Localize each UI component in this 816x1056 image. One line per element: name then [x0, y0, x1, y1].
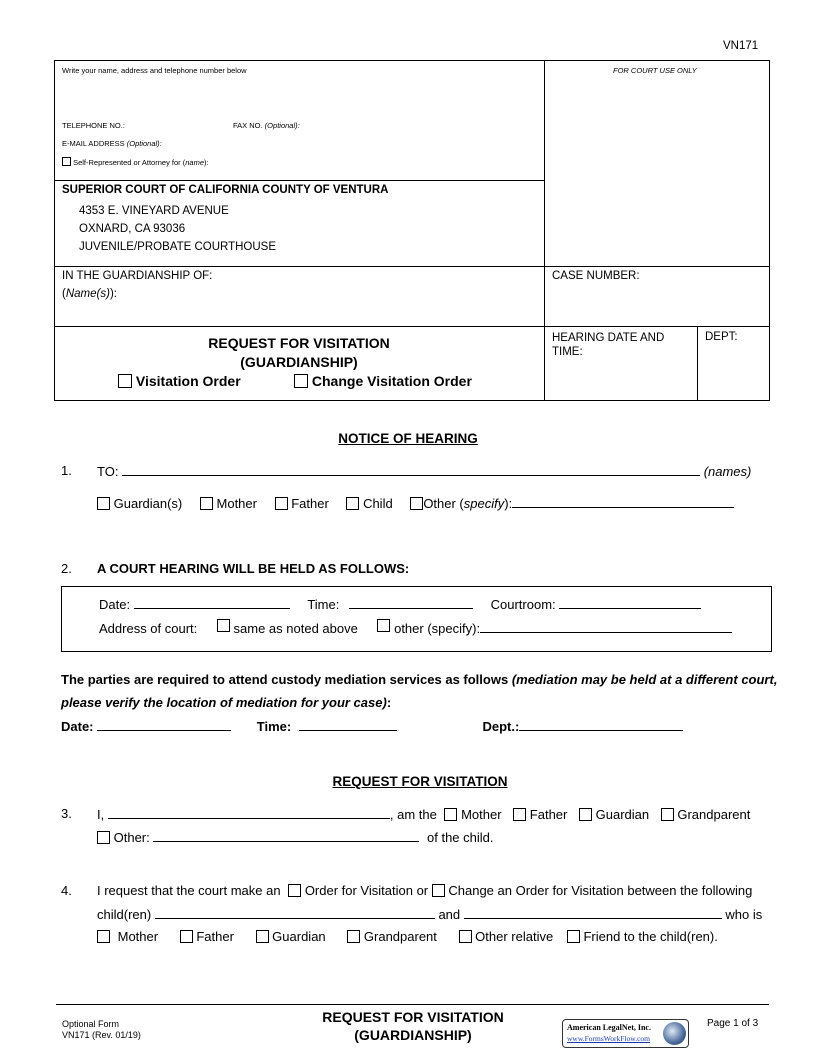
names-close: ):: [109, 288, 117, 300]
address-label: Address of court:: [99, 621, 198, 636]
mediation-note: (mediation may be held at a different: [511, 672, 738, 687]
change-order-visitation-label: Change an Order for Visitation between the following: [448, 883, 753, 898]
rel-guardian-checkbox[interactable]: [256, 930, 269, 943]
father-label: Father: [291, 496, 329, 511]
title-line1: REQUEST FOR VISITATION: [208, 335, 390, 351]
med-date-label: Date:: [61, 719, 94, 734]
rel-mother-checkbox[interactable]: [97, 930, 110, 943]
fax-label: [233, 121, 300, 130]
father-checkbox[interactable]: [275, 497, 288, 510]
party-info-label: Write your name, address and telephone number below: [62, 66, 247, 75]
court-address-line: JUVENILE/PROBATE COURTHOUSE: [79, 241, 277, 253]
role-guardian-checkbox[interactable]: [579, 808, 592, 821]
role-other-label: Other:: [113, 830, 150, 845]
who-is-label: who is: [725, 907, 763, 922]
other-end: ):: [504, 496, 513, 511]
visitation-order-checkbox[interactable]: [118, 374, 132, 388]
recipients-row: [97, 495, 734, 511]
role-father-label: Father: [529, 807, 568, 822]
item4-row1: [97, 883, 752, 898]
divider: [54, 326, 770, 327]
order-visitation-label: Order for Visitation or: [304, 883, 429, 898]
footer-title-line2: (GUARDIANSHIP): [354, 1027, 472, 1043]
court-address-line: OXNARD, CA 93036: [79, 223, 186, 235]
rel-grandparent-checkbox[interactable]: [347, 930, 360, 943]
med-time-field[interactable]: [299, 718, 397, 731]
footer-title: [290, 1008, 536, 1044]
visitation-order-label: Visitation Order: [135, 373, 241, 389]
visitation-order-option[interactable]: [118, 373, 241, 389]
change-order-label: Change Visitation Order: [311, 373, 472, 389]
order-visitation-checkbox[interactable]: [288, 884, 301, 897]
self-rep-end: ):: [204, 158, 209, 167]
self-rep-row: [62, 157, 209, 167]
court-name: SUPERIOR COURT OF CALIFORNIA COUNTY OF VENTURA: [62, 184, 389, 196]
hearing-time-field[interactable]: [349, 596, 473, 609]
globe-icon: [663, 1022, 686, 1045]
item1-to-row: [97, 463, 751, 479]
to-label: TO:: [97, 464, 119, 479]
mediation-row: [61, 718, 683, 734]
role-mother-label: Mother: [461, 807, 502, 822]
other-specify-field[interactable]: [512, 495, 734, 508]
hearing-date-label: HEARING DATE AND TIME:: [552, 332, 665, 358]
guardianship-of-label: IN THE GUARDIANSHIP OF:: [62, 270, 213, 282]
notice-heading-text: NOTICE OF HEARING: [338, 431, 478, 446]
court-use-label: FOR COURT USE ONLY: [613, 66, 697, 75]
fax-text: FAX NO.: [233, 121, 263, 130]
guardian-checkbox[interactable]: [97, 497, 110, 510]
court-address-row: [99, 619, 732, 636]
footer-title-line1: REQUEST FOR VISITATION: [322, 1009, 504, 1025]
divider: [54, 266, 770, 267]
item4-number: 4.: [61, 883, 72, 898]
page-number: Page 1 of 3: [707, 1018, 759, 1029]
item4-row3: [97, 929, 718, 944]
of-child-label: of the child.: [427, 830, 494, 845]
self-rep-checkbox[interactable]: [62, 157, 71, 166]
rel-father-label: Father: [196, 929, 234, 944]
time-label: Time:: [307, 597, 340, 612]
item1-number: 1.: [61, 463, 72, 478]
names-hint: (names): [703, 464, 752, 479]
role-guardian-label: Guardian: [595, 807, 650, 822]
mother-checkbox[interactable]: [200, 497, 213, 510]
rel-mother-label: Mother: [117, 929, 159, 944]
child-checkbox[interactable]: [346, 497, 359, 510]
other-address-field[interactable]: [480, 620, 732, 633]
caption-divider: [544, 60, 545, 401]
courtroom-label: Courtroom:: [490, 597, 556, 612]
mediation-notice: [61, 668, 781, 714]
same-address-checkbox[interactable]: [217, 619, 230, 632]
dept-label: DEPT:: [705, 331, 738, 343]
children-field[interactable]: [155, 906, 435, 919]
rel-other-relative-label: Other relative: [475, 929, 554, 944]
court-address: [79, 202, 276, 256]
rel-father-checkbox[interactable]: [180, 930, 193, 943]
item3-am-the: , am the: [389, 807, 437, 822]
role-grandparent-checkbox[interactable]: [661, 808, 674, 821]
request-heading-text: REQUEST FOR VISITATION: [332, 774, 508, 789]
email-text: E-MAIL ADDRESS: [62, 139, 125, 148]
other-label: Other (: [423, 496, 464, 511]
med-dept-label: Dept.:: [482, 719, 520, 734]
other-specify: specify: [463, 496, 505, 511]
change-order-visitation-checkbox[interactable]: [432, 884, 445, 897]
item4-row2: [97, 906, 762, 922]
item4-text: I request that the court make an: [97, 883, 281, 898]
item3-other-row: [97, 829, 494, 845]
title-line2: (GUARDIANSHIP): [240, 354, 358, 370]
self-rep-name: name: [185, 158, 204, 167]
optional-form: Optional Form: [62, 1019, 120, 1029]
and-label: and: [438, 907, 461, 922]
notice-heading: [0, 431, 816, 446]
logo-line2: www.FormsWorkFlow.com: [567, 1034, 651, 1043]
role-father-checkbox[interactable]: [513, 808, 526, 821]
email-optional: (Optional):: [126, 139, 162, 148]
med-dept-field[interactable]: [519, 718, 683, 731]
item3-i: I,: [97, 807, 105, 822]
rel-other-relative-checkbox[interactable]: [459, 930, 472, 943]
role-grandparent-label: Grandparent: [677, 807, 751, 822]
same-address-label: same as noted above: [233, 621, 358, 636]
item2-heading: A COURT HEARING WILL BE HELD AS FOLLOWS:: [97, 561, 410, 576]
other-address-checkbox[interactable]: [377, 619, 390, 632]
med-time-label: Time:: [256, 719, 292, 734]
divider: [697, 326, 698, 401]
form-title: [54, 334, 544, 372]
hearing-date-row: [99, 596, 701, 612]
rel-friend-label: Friend to the child(ren).: [583, 929, 718, 944]
item2-number: 2.: [61, 561, 72, 576]
role-other-field[interactable]: [153, 829, 419, 842]
children-label: child(ren): [97, 907, 152, 922]
other-checkbox[interactable]: [410, 497, 423, 510]
courtroom-field[interactable]: [559, 596, 701, 609]
court-address-line: 4353 E. VINEYARD AVENUE: [79, 205, 229, 217]
other-address-label: other (specify):: [394, 621, 481, 636]
mediation-note-2: court, please verify the location of mediation for your case): [61, 672, 778, 710]
logo-line1: American LegalNet, Inc.: [567, 1023, 651, 1032]
names-open: (: [62, 288, 66, 300]
mediation-end: :: [386, 695, 392, 710]
request-heading: [0, 774, 816, 789]
email-label: [62, 139, 162, 148]
rel-friend-checkbox[interactable]: [567, 930, 580, 943]
change-order-checkbox[interactable]: [294, 374, 308, 388]
legalnet-logo[interactable]: [562, 1019, 689, 1048]
hearing-date-field[interactable]: [134, 596, 290, 609]
case-number-label: CASE NUMBER:: [552, 270, 640, 282]
date-label: Date:: [99, 597, 131, 612]
item3-row: [97, 806, 750, 822]
role-other-checkbox[interactable]: [97, 831, 110, 844]
footer-rule: [56, 1004, 769, 1005]
telephone-label: TELEPHONE NO.:: [62, 121, 125, 130]
fax-optional: (Optional):: [264, 121, 300, 130]
rel-grandparent-label: Grandparent: [363, 929, 437, 944]
names-text: Name(s): [65, 288, 110, 300]
requester-name-field[interactable]: [108, 806, 390, 819]
mother-label: Mother: [216, 496, 257, 511]
child-label: Child: [363, 496, 393, 511]
rel-guardian-label: Guardian: [272, 929, 326, 944]
med-date-field[interactable]: [97, 718, 231, 731]
other-party-field[interactable]: [464, 906, 722, 919]
to-names-field[interactable]: [122, 463, 700, 476]
role-mother-checkbox[interactable]: [444, 808, 457, 821]
divider: [54, 180, 544, 181]
item3-number: 3.: [61, 806, 72, 821]
names-label: [62, 288, 117, 300]
form-revision: VN171 (Rev. 01/19): [62, 1030, 141, 1040]
mediation-text: The parties are required to attend custody mediation services as follows: [61, 672, 512, 687]
guardian-label: Guardian(s): [113, 496, 183, 511]
change-order-option[interactable]: [294, 373, 472, 389]
footer-left: [62, 1019, 141, 1041]
self-rep-text: Self-Represented or Attorney for (: [73, 158, 186, 167]
form-code: VN171: [723, 40, 759, 52]
